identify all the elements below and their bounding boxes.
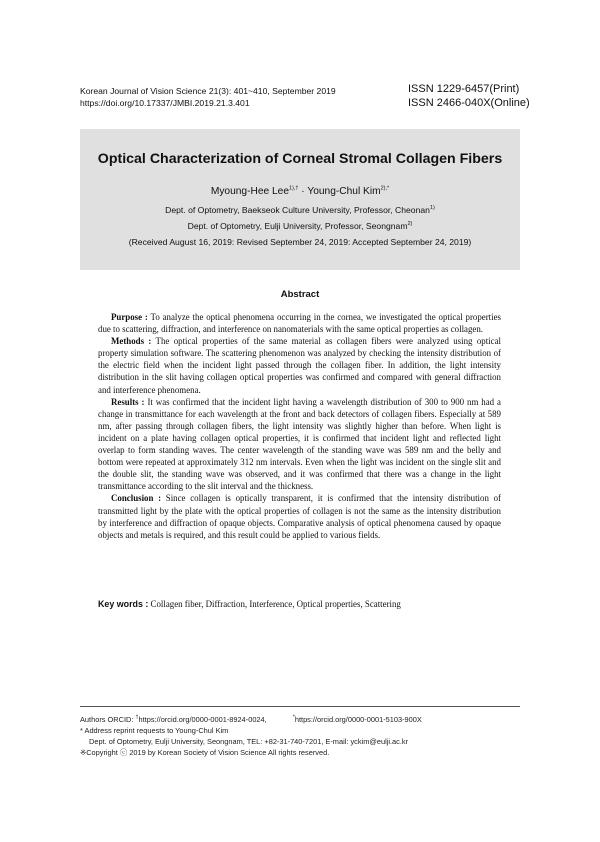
author-2: Young-Chul Kim	[307, 186, 381, 197]
footnote-divider	[80, 706, 520, 707]
issn-print: ISSN 1229-6457(Print)	[408, 83, 520, 95]
received-dates: (Received August 16, 2019: Revised September 24, 2019: Accepted September 24, 2019)	[128, 237, 472, 247]
conclusion-label: Conclusion :	[111, 493, 162, 504]
methods-text: The optical properties of the same material as collagen fibers were analyzed using optical property simulation software. The scattering phenomenon was analyzed by checking the intensity distribution of the electric field when the incident light passed through the collagen fiber. In addition, the light intensity distribution in the slit having collagen optical properties was confirmed and compared with general diffraction and interference phenomena.	[98, 336, 501, 395]
orcid-label: Authors ORCID:	[80, 715, 136, 724]
author-1: Myoung-Hee Lee	[210, 186, 289, 197]
paper-title: Optical Characterization of Corneal Stromal Collagen Fibers	[97, 151, 503, 167]
affiliation-1-text: Dept. of Optometry, Baekseok Culture University, Professor, Cheonan	[165, 205, 430, 215]
journal-info	[80, 85, 336, 109]
results-label: Results :	[111, 396, 145, 407]
purpose-label: Purpose :	[111, 312, 148, 322]
author-2-mark: 2),*	[380, 185, 390, 192]
orcid-1-link[interactable]: https://orcid.org/0000-0001-8924-0024,	[138, 715, 267, 724]
orcid-1-mark: †	[135, 714, 139, 721]
reprint-line: * Address reprint requests to Young-Chul Kim	[80, 726, 229, 735]
abstract-methods	[98, 335, 501, 395]
affiliation-2	[80, 221, 520, 231]
author-separator: ·	[298, 186, 308, 197]
issn-block	[408, 82, 530, 110]
copyright-line: ※Copyright ⓒ 2019 by Korean Society of Vision Science All rights reserved.	[80, 748, 330, 757]
orcid-line	[80, 714, 530, 725]
orcid-2-link[interactable]: https://orcid.org/0000-0001-5103-900X	[294, 715, 422, 724]
affiliation-2-text: Dept. of Optometry, Eulji University, Professor, Seongnam	[187, 221, 408, 231]
abstract-conclusion	[98, 492, 501, 540]
issn-online: ISSN 2466-040X(Online)	[408, 97, 530, 109]
purpose-text: To analyze the optical phenomena occurring in the cornea, we investigated the optical properties due to scattering, diffraction, and interference on nanomaterials with the same optical properties as collagen.	[98, 312, 501, 335]
author-line	[80, 186, 520, 197]
affiliation-1-mark: 1)	[429, 205, 435, 212]
abstract-purpose	[98, 311, 501, 335]
footnotes	[80, 714, 530, 758]
keywords	[98, 599, 501, 609]
title-box	[80, 129, 520, 270]
results-text: It was confirmed that the incident light having a wavelength distribution of 300 to 900 nm had a change in transmittance for each wavelength at the front and back detectors of collagen fibers. Especially at 589 nm, after passing through collagen fibers, the light intensity was slightly higher than before. When light is incident on a plate having collagen optical properties, it is confirmed that incident light and reflected light overlap to form standing waves. The center wavelength of the standing wave was 589 nm and the belly and bottom were repeated at approximately 312 nm intervals. Even when the light was incident on the single slit and the double slit, the standing wave was observed, and it was confirmed that there was a change in the light transmittance according to the slit interval and the thickness.	[98, 396, 501, 492]
orcid-2-mark: *	[292, 714, 295, 721]
abstract-body	[98, 311, 501, 541]
methods-label: Methods :	[111, 336, 152, 347]
affiliation-2-mark: 2)	[407, 221, 413, 228]
abstract-heading: Abstract	[280, 289, 320, 300]
address-line: Dept. of Optometry, Eulji University, Seongnam, TEL: +82-31-740-7201, E-mail: yckim@eulji.ac.kr	[89, 737, 409, 746]
keywords-label: Key words :	[98, 599, 149, 609]
abstract-results	[98, 396, 501, 493]
journal-line: Korean Journal of Vision Science 21(3): 401~410, September 2019	[80, 86, 336, 96]
doi-link[interactable]: https://doi.org/10.17337/JMBI.2019.21.3.401	[80, 98, 250, 108]
conclusion-text: Since collagen is optically transparent, it is confirmed that the intensity distribution of transmitted light by the plate with the optical properties of collagen is not the same as the intensity distribution by interference and diffraction of opaque objects. Comparative analysis of optical phenomena caused by opaque objects and metals is required, and this result could be applied to various fields.	[98, 493, 501, 540]
keywords-value: Collagen fiber, Diffraction, Interference, Optical properties, Scattering	[148, 599, 401, 609]
affiliation-1	[80, 205, 520, 215]
author-1-mark: 1),†	[288, 185, 299, 192]
